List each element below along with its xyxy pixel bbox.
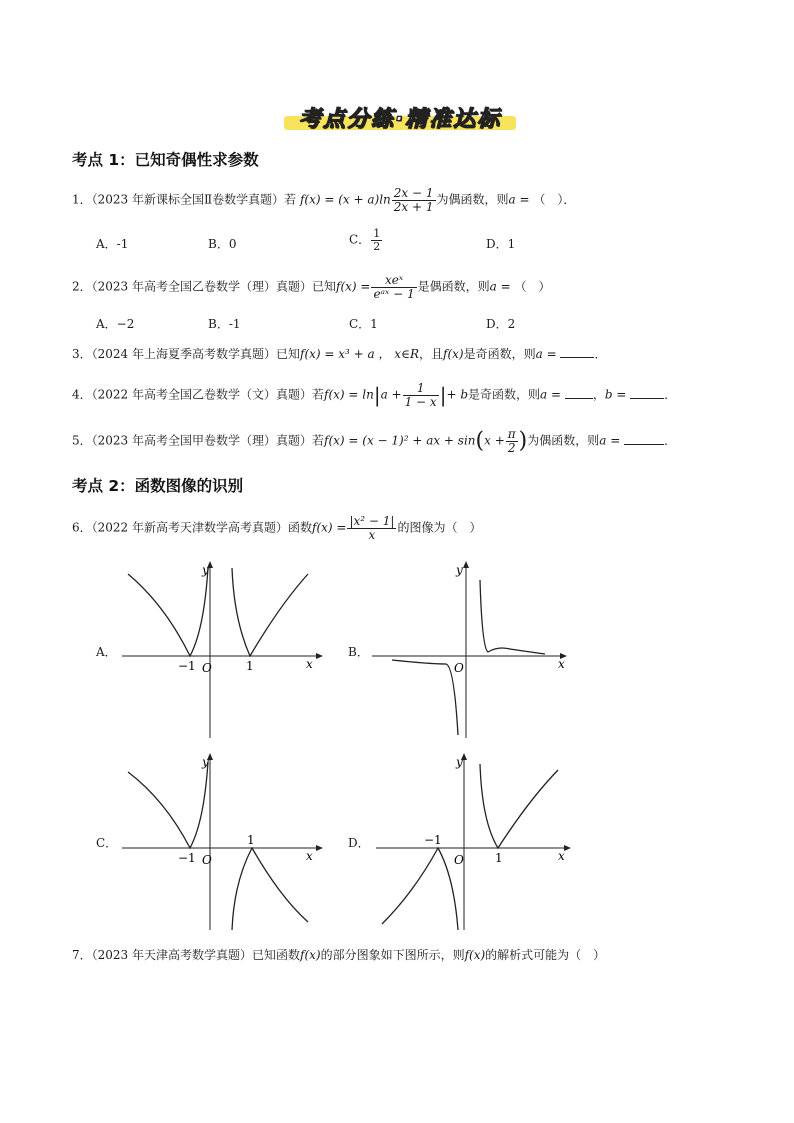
math-expr-c: + b <box>446 387 469 402</box>
math-f-2: f(x) <box>464 948 486 962</box>
fraction <box>403 382 439 408</box>
question-2 <box>72 274 551 300</box>
math-var: a <box>508 192 516 207</box>
fraction <box>347 515 396 541</box>
fraction-numerator: 1 <box>403 382 439 396</box>
fraction-denominator: 2 <box>373 239 381 253</box>
question-6 <box>72 515 481 541</box>
y-axis-arrow <box>463 561 469 568</box>
math-expr-b: a + <box>380 387 402 402</box>
math-var: a <box>489 279 497 294</box>
question-tail-2: = <box>542 347 557 361</box>
x-axis-label: x <box>306 657 313 671</box>
graph-option-b-label[interactable]: B． <box>348 645 369 659</box>
question-source: （2024 年上海夏季高考数学真题）已知 <box>91 347 300 361</box>
math-expr-b: x + <box>484 433 505 448</box>
question-4 <box>72 382 676 408</box>
question-mid: 的部分图象如下图所示，则 <box>320 948 465 962</box>
math-var-b: b <box>604 387 613 402</box>
curve-left <box>128 568 208 656</box>
question-tail-2: = （ ） <box>496 279 551 294</box>
x-axis-arrow <box>564 845 571 851</box>
question-tail: 为偶函数，则 <box>436 192 509 207</box>
question-tail: 是奇函数，则 <box>468 387 541 402</box>
section-heading-2: 考点 2：函数图像的识别 <box>72 477 244 495</box>
question-tail-2: = （ ）． <box>515 192 576 207</box>
math-f: f(x) = <box>312 520 347 535</box>
fraction <box>392 187 436 213</box>
equals: = <box>606 433 621 448</box>
question-number: 4． <box>72 387 92 402</box>
question-mid: ，且 <box>419 347 444 361</box>
y-axis-label: y <box>456 563 463 577</box>
graph-b[interactable] <box>370 560 580 740</box>
question-source: （2023 年天津高考数学真题）已知函数 <box>91 948 300 962</box>
curve-right <box>232 568 308 656</box>
question-number: 5． <box>72 433 92 448</box>
section-heading-1: 考点 1：已知奇偶性求参数 <box>72 151 259 169</box>
graph-a[interactable] <box>120 560 330 740</box>
question-tail: 是偶函数，则 <box>417 279 490 294</box>
option-d[interactable]: D．2 <box>486 317 516 331</box>
tick-one: 1 <box>247 833 255 847</box>
tick-neg-one: −1 <box>178 851 196 865</box>
fraction-denominator: 2x + 1 <box>393 199 434 214</box>
question-number: 1． <box>72 192 92 207</box>
origin-label: O <box>454 853 464 867</box>
math-f: f(x) <box>300 948 321 962</box>
graph-option-a-label[interactable]: A． <box>96 645 117 659</box>
option-a[interactable]: A．−2 <box>96 317 135 331</box>
option-a[interactable]: A．-1 <box>96 237 129 251</box>
curve-right <box>232 848 308 930</box>
answer-blank-b[interactable] <box>630 387 664 399</box>
fraction-numerator: π <box>507 427 516 441</box>
fraction-denominator: x <box>368 527 376 542</box>
question-tail: 为偶函数，则 <box>527 433 600 448</box>
option-b[interactable]: B．0 <box>208 237 237 251</box>
y-axis-label: y <box>202 563 209 577</box>
graph-option-d-label[interactable]: D． <box>348 836 370 850</box>
tick-neg-one: −1 <box>178 659 196 673</box>
math-expr: = (x + a)ln <box>320 192 391 207</box>
question-source: （2022 年新高考天津数学高考真题）函数 <box>91 520 312 535</box>
fraction <box>371 228 382 252</box>
question-number: 2． <box>72 279 92 294</box>
fraction-numerator: xeˣ <box>371 274 416 288</box>
y-axis-label: y <box>202 755 209 769</box>
question-tail: 是奇函数，则 <box>463 347 536 361</box>
origin-label: O <box>202 853 212 867</box>
x-axis-label: x <box>558 849 565 863</box>
question-source: （2023 年高考全国甲卷数学（理）真题）若 <box>91 433 324 448</box>
abs-bar-left: | <box>373 383 381 408</box>
equals: = <box>547 387 562 402</box>
math-var: a <box>599 433 607 448</box>
paren-left: ( <box>475 428 485 454</box>
graph-option-c-label[interactable]: C． <box>96 836 118 850</box>
question-1 <box>72 187 575 213</box>
question-5 <box>72 428 676 454</box>
option-c[interactable]: C．1 <box>349 317 378 331</box>
fraction <box>506 428 518 454</box>
curve-right <box>480 580 545 654</box>
y-axis-label: y <box>456 755 463 769</box>
math-expr-a: f(x) = (x − 1)² + ax + sin <box>324 433 476 448</box>
math-var-a: a <box>540 387 548 402</box>
curve-left <box>128 762 208 848</box>
question-end: ． <box>664 433 677 448</box>
math-expr-a: f(x) = ln <box>324 387 374 402</box>
option-c-label: C． <box>349 232 371 247</box>
fraction-numerator: 1 <box>373 227 381 240</box>
curve-right <box>480 764 558 848</box>
math-f: f(x) = <box>336 279 371 294</box>
fraction-denominator: 1 − x <box>404 394 437 409</box>
graph-c[interactable] <box>120 752 330 932</box>
option-b[interactable]: B．-1 <box>208 317 241 331</box>
math-f: f(x) <box>299 192 321 207</box>
curve-left <box>392 660 458 735</box>
fraction-denominator: eᵃˣ − 1 <box>373 286 415 301</box>
paren-right: ) <box>518 428 528 454</box>
question-3 <box>72 345 606 362</box>
fraction-numerator: |x² − 1| <box>349 514 395 528</box>
question-tail: 的解析式可能为（ ） <box>485 948 606 962</box>
math-f: f(x) <box>443 347 464 361</box>
origin-label: O <box>202 661 212 675</box>
tick-one: 1 <box>246 659 254 673</box>
question-number: 6． <box>72 520 92 535</box>
x-axis-label: x <box>306 849 313 863</box>
question-end: ． <box>664 387 677 402</box>
fraction <box>371 274 416 300</box>
fraction-numerator: 2x − 1 <box>393 186 434 200</box>
graph-d[interactable] <box>374 752 584 932</box>
option-d[interactable]: D．1 <box>486 237 516 251</box>
math-var: a <box>535 347 543 361</box>
answer-blank[interactable] <box>560 346 594 358</box>
question-source: （2022 年高考全国乙卷数学（文）真题）若 <box>91 387 324 402</box>
question-source: （2023 年新课标全国Ⅱ卷数学真题）若 <box>91 192 297 207</box>
tick-one: 1 <box>495 851 503 865</box>
equals: = <box>612 387 627 402</box>
option-c[interactable] <box>349 228 383 252</box>
curve-left <box>382 848 458 930</box>
question-number: 3． <box>72 347 92 361</box>
tick-neg-one: −1 <box>424 833 442 847</box>
banner-title: 考点分练·精准达标 <box>298 107 502 132</box>
x-axis-arrow <box>316 845 323 851</box>
origin-label: O <box>454 661 464 675</box>
question-end: ． <box>594 347 607 361</box>
question-source: （2023 年高考全国乙卷数学（理）真题）已知 <box>91 279 336 294</box>
answer-blank-a[interactable] <box>565 387 593 399</box>
fraction-denominator: 2 <box>507 440 516 455</box>
section-banner <box>270 100 530 134</box>
math-expr: f(x) = x³ + a ， x∈R <box>300 347 419 361</box>
abs-bar-right: | <box>439 383 447 408</box>
answer-blank[interactable] <box>624 433 664 445</box>
x-axis-label: x <box>558 657 565 671</box>
question-tail: 的图像为（ ） <box>397 520 482 535</box>
question-7 <box>72 946 605 963</box>
separator: ， <box>592 387 605 402</box>
x-axis-arrow <box>316 653 323 659</box>
question-number: 7． <box>72 948 92 962</box>
